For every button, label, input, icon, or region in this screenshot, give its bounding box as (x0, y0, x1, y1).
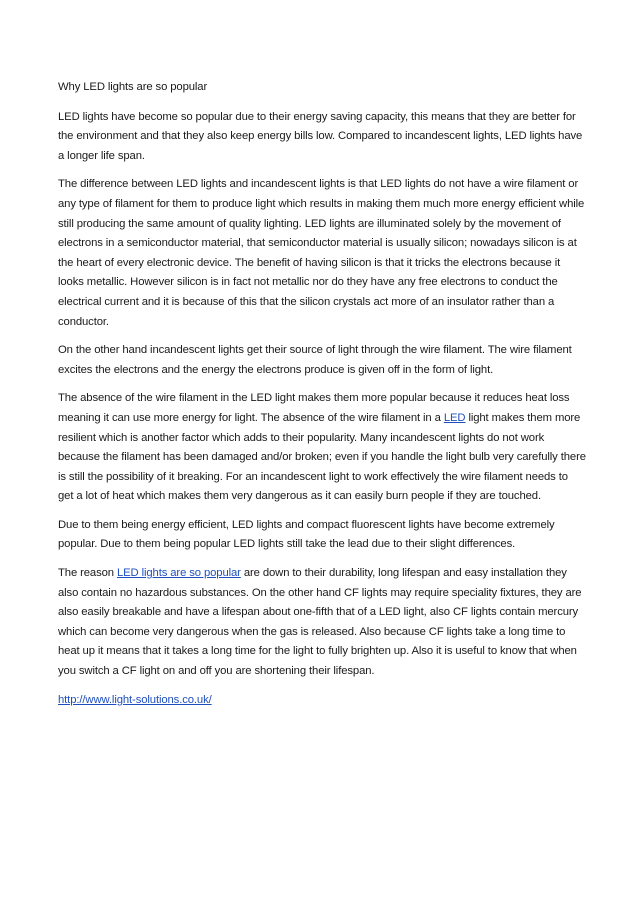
paragraph-difference: The difference between LED lights and incandescent lights is that LED lights do not have a wire filament or any type of filament for them to produce light which results in making them much more energy efficient while still producing the same amount of quality lighting. LED lights are illuminated solely by the movement of electrons in a semiconductor material, that semiconductor material is usually silicon; nowadays silicon is at the heart of every electronic device. The benefit of having silicon is that it tricks the electrons because it looks metallic. However silicon is in fact not metallic nor do they have any free electrons to conduct the electrical current and it is because of this that the silicon crystals act more of an insulator rather than a conductor. (58, 178, 585, 328)
document-page (58, 78, 586, 719)
paragraph-reason (58, 564, 586, 682)
paragraph-efficiency: Due to them being energy efficient, LED lights and compact fluorescent lights have become extremely popular. Due to them being popular LED lights still take the lead due to their slight differences. (58, 518, 555, 551)
paragraph-reason-text-after: are down to their durability, long lifespan and easy installation they also contain no hazardous substances. On the other hand CF lights may require speciality fixtures, they are also easily breakable and have a lifespan about one-fifth that of a LED light, also CF lights contain mercury which can become very dangerous when the gas is released. Also because CF lights take a long time to heat up it means that it takes a long time for the light to fully brighten up. Also it is useful to know that when you switch a CF light on and off you are shortening their lifespan. (58, 567, 582, 678)
paragraph-absence-text-before: The absence of the wire filament in the LED light makes them more popular because it reduces heat loss meaning it can use more energy for light. The absence of the wire filament in a (58, 392, 570, 424)
led-popular-link[interactable]: LED lights are so popular (116, 567, 241, 580)
paragraph-intro: LED lights have become so popular due to their energy saving capacity, this means that they are better for the environment and that they also keep energy bills low. Compared to incandescent lights, LED lights have a longer life span. (58, 110, 583, 162)
paragraph-incandescent: On the other hand incandescent lights get their source of light through the wire filament. The wire filament excites the electrons and the energy the electrons produce is given off in the form of light. (58, 344, 572, 376)
source-url-link[interactable]: http://www.light-solutions.co.uk/ (58, 693, 212, 706)
document-title: Why LED lights are so popular (58, 81, 208, 93)
paragraph-absence-text-after: light makes them more resilient which is another factor which adds to their popularity. Many incandescent lights do not work because the filament has been damaged and/or broken; even if you handle the light bulb very carefully there is still the possibility of it breaking. For an incandescent light to work effectively the wire filament needs to get a lot of heat which makes them very dangerous as it can easily burn people if they are touched. (58, 411, 586, 503)
source-url-paragraph (58, 691, 586, 711)
paragraph-absence (58, 389, 586, 507)
led-link[interactable]: LED (443, 411, 466, 424)
paragraph-reason-text-before: The reason (58, 567, 117, 580)
